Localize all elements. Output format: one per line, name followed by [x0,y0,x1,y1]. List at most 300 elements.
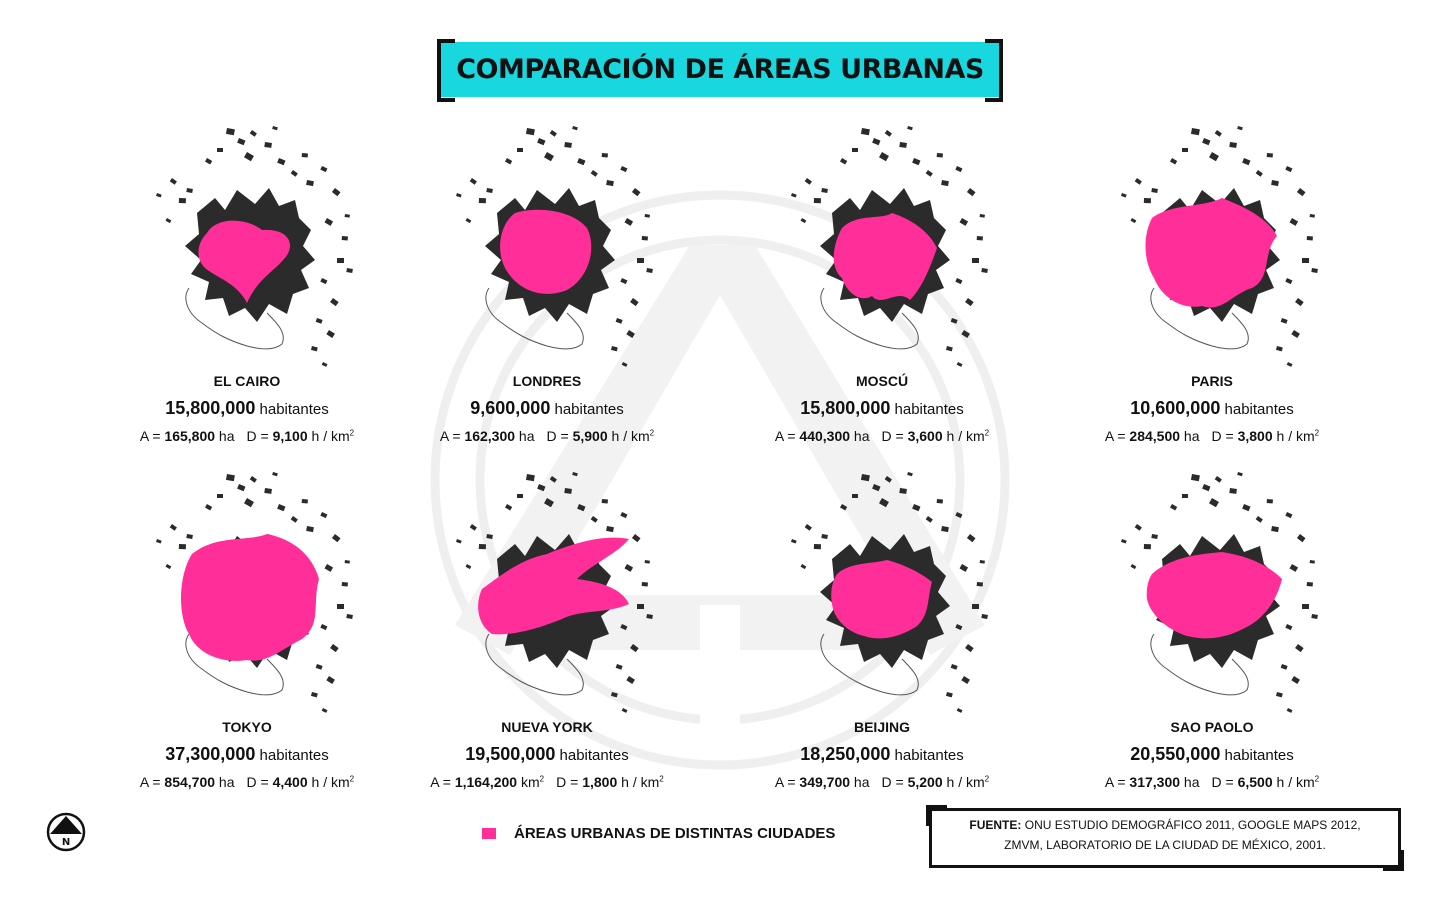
city-name: MOSCÚ [855,373,909,389]
mexico-speck [946,346,953,351]
city-map [387,464,707,724]
mexico-speck [316,318,323,324]
mexico-speck [1297,188,1306,196]
mexico-speck [1297,534,1306,542]
mexico-speck [899,488,907,494]
mexico-speck [646,614,653,619]
mexico-speck [1256,516,1263,523]
mexico-speck [564,142,572,148]
mexico-speck [620,166,627,172]
city-stats: A = 284,500 ha D = 3,800 h / $km^2$ [1104,428,1320,444]
mexico-speck [1242,158,1250,165]
mexico-speck [517,494,523,498]
city-population [387,398,707,419]
mexico-speck [326,330,335,338]
title-bracket-left [437,39,455,102]
mexico-speck [1131,564,1137,569]
mexico-speck [1170,504,1177,510]
mexico-speck [316,664,323,670]
mexico-speck [550,476,557,483]
mexico-speck [814,198,821,203]
mexico-speck [821,188,828,193]
mexico-speck [872,138,880,145]
mexico-speck [244,498,254,507]
mexico-speck [577,504,585,511]
mexico-speck [912,158,920,165]
mexico-speck [852,148,858,152]
mexico-speck [264,142,272,148]
title-banner [440,42,1000,97]
mexico-speck [961,676,970,684]
mexico-speck [1135,178,1142,185]
area-prefix: A = [774,428,796,444]
mexico-speck [637,258,644,263]
mexico-speck [346,268,353,273]
legend-label: ÁREAS URBANAS DE DISTINTAS CIUDADES [514,825,836,842]
mexico-speck [186,534,193,539]
mexico-speck [272,472,278,476]
city-stats: A = 440,300 ha D = 3,600 h / $km^2$ [774,428,990,444]
mexico-speck [791,539,797,544]
mexico-speck [526,128,535,135]
mexico-speck [330,298,339,306]
mexico-speck [1311,614,1318,619]
mexico-speck [907,472,913,476]
mexico-speck [1209,152,1219,161]
mexico-speck [1209,498,1219,507]
mexico-speck [1256,170,1263,177]
area-value: 284,500 [1129,428,1181,444]
mexico-speck [320,512,327,518]
city-population [1052,398,1372,419]
mexico-speck [1285,512,1292,518]
mexico-speck [626,330,635,338]
mexico-speck [337,258,344,263]
population-unit: habitantes [894,747,964,764]
mexico-speck [955,512,962,518]
mexico-speck [1215,476,1222,483]
mexico-speck [320,624,327,630]
mexico-speck [250,130,257,137]
mexico-speck [1182,148,1188,152]
mexico-speck [291,170,298,177]
mexico-speck [611,346,618,351]
mexico-speck [170,524,177,531]
mexico-speck [170,178,177,185]
mexico-speck [505,158,512,164]
mexico-speck [342,236,348,241]
mexico-speck [1121,539,1127,544]
mexico-speck [320,166,327,172]
area-unit: ha [218,428,235,444]
mexico-speck [179,544,186,549]
mexico-speck [306,526,314,532]
mexico-speck [821,534,828,539]
density-unit: h / km [611,428,650,444]
area-unit: ha [853,774,870,790]
city-name: TOKYO [222,719,272,735]
mexico-speck [960,218,969,226]
mexico-speck [1202,484,1210,491]
mexico-speck [1267,153,1273,158]
mexico-speck [1170,158,1177,164]
density-unit: h / km [1276,428,1315,444]
area-prefix: A = [1104,774,1126,790]
mexico-speck [972,258,979,263]
mexico-speck [805,178,812,185]
mexico-speck [801,218,807,223]
mexico-speck [264,488,272,494]
mexico-speck [967,534,976,542]
mexico-speck [937,153,943,158]
mexico-speck [1295,298,1304,306]
mexico-speck [479,544,486,549]
mexico-speck [591,516,598,523]
city-name: BEIJING [853,719,910,735]
mexico-speck [486,534,493,539]
north-compass-icon [46,812,86,852]
area-value: 440,300 [799,428,851,444]
mexico-speck [1191,474,1200,481]
mexico-speck [1135,524,1142,531]
mexico-speck [1202,138,1210,145]
mexico-speck [620,512,627,518]
mexico-speck [630,298,639,306]
mexico-speck [1151,188,1158,193]
mexico-speck [1287,362,1293,367]
area-unit: ha [1183,428,1200,444]
mexico-speck [957,362,963,367]
city-map [87,464,407,724]
mexico-speck [899,142,907,148]
area-prefix: A = [439,428,461,444]
source-text [932,815,1398,855]
mexico-speck [1276,346,1283,351]
legend-swatch [482,828,496,839]
mexico-speck [456,193,462,198]
mexico-speck [466,218,472,223]
density-value: 4,400 [272,774,308,790]
mexico-speck [1291,330,1300,338]
area-value: 162,300 [464,428,516,444]
mexico-speck [320,278,327,284]
mexico-speck [632,188,641,196]
density-value: 3,800 [1237,428,1273,444]
population-value: 10,600,000 [1130,398,1221,418]
mexico-speck [951,664,958,670]
title-bracket-right [985,39,1003,102]
source-line-2: ZMVM, LABORATORIO DE LA CIUDAD DE MÉXICO, 2001. [1004,838,1326,852]
mexico-speck [505,504,512,510]
area-prefix: A = [1104,428,1126,444]
mexico-speck [626,676,635,684]
area-unit: ha [1183,774,1200,790]
mexico-speck [951,318,958,324]
mexico-speck [1144,544,1151,549]
mexico-speck [620,624,627,630]
mexico-speck [302,153,308,158]
mexico-speck [486,188,493,193]
mexico-speck [632,534,641,542]
mexico-speck [1310,214,1315,218]
city-population [722,398,1042,419]
city-map [387,118,707,378]
mexico-speck [277,504,285,511]
city-urban-area [478,538,629,635]
population-value: 20,550,000 [1130,744,1221,764]
mexico-speck [840,504,847,510]
density-prefix: D = [246,774,269,790]
mexico-speck [1290,218,1299,226]
mexico-speck [1287,708,1293,713]
mexico-speck [1215,130,1222,137]
mexico-speck [620,278,627,284]
density-value: 5,900 [572,428,608,444]
mexico-speck [166,564,172,569]
mexico-speck [606,526,614,532]
density-unit: h / km [621,774,660,790]
mexico-speck [526,474,535,481]
mexico-speck [1302,604,1309,609]
mexico-speck [302,499,308,504]
population-unit: habitantes [554,401,624,418]
mexico-speck [980,560,985,564]
density-unit: h / km [946,774,985,790]
source-box [929,808,1401,868]
mexico-speck [941,526,949,532]
area-unit: ha [518,428,535,444]
mexico-speck [955,166,962,172]
city-map [722,464,1042,724]
mexico-speck [912,504,920,511]
mexico-speck [479,198,486,203]
mexico-speck [237,484,245,491]
city-map [1052,118,1372,378]
mexico-speck [1229,488,1237,494]
area-unit: ha [218,774,235,790]
mexico-speck [625,564,634,572]
mexico-speck [330,644,339,652]
mexico-speck [322,362,328,367]
mexico-speck [272,126,278,130]
density-prefix: D = [546,428,569,444]
density-value: 5,200 [907,774,943,790]
mexico-speck [622,708,628,713]
mexico-speck [550,130,557,137]
mexico-speck [291,516,298,523]
mexico-speck [602,499,608,504]
mexico-speck [1310,560,1315,564]
source-line-1: ONU ESTUDIO DEMOGRÁFICO 2011, GOOGLE MAPS 2012, [1024,818,1361,832]
density-value: 9,100 [272,428,308,444]
mexico-speck [466,564,472,569]
mexico-speck [642,236,648,241]
mexico-speck [1121,193,1127,198]
city-population [87,398,407,419]
mexico-speck [602,153,608,158]
mexico-speck [645,214,650,218]
city-population [387,744,707,765]
mexico-speck [965,298,974,306]
mexico-speck [156,193,162,198]
mexico-speck [244,152,254,161]
mexico-speck [332,188,341,196]
mexico-speck [337,604,344,609]
mexico-speck [346,614,353,619]
mexico-speck [965,644,974,652]
city-urban-area [181,534,319,661]
area-prefix: A = [774,774,796,790]
density-prefix: D = [1211,428,1234,444]
city-stats: A = 165,800 ha D = 9,100 h / $km^2$ [139,428,355,444]
mexico-speck [179,198,186,203]
mexico-speck [961,330,970,338]
mexico-speck [470,524,477,531]
city-name: EL CAIRO [213,373,281,389]
mexico-speck [1295,644,1304,652]
mexico-speck [941,180,949,186]
city-name: SAO PAOLO [1170,719,1254,735]
mexico-speck [972,604,979,609]
mexico-speck [1290,564,1299,572]
mexico-speck [217,494,223,498]
population-unit: habitantes [259,401,329,418]
area-value: 854,700 [164,774,216,790]
mexico-speck [885,130,892,137]
mexico-speck [957,708,963,713]
mexico-speck [645,560,650,564]
mexico-speck [345,214,350,218]
mexico-speck [1191,128,1200,135]
mexico-speck [217,148,223,152]
mexico-speck [1285,166,1292,172]
density-unit: h / km [311,428,350,444]
mexico-speck [1237,126,1243,130]
mexico-speck [1229,142,1237,148]
mexico-speck [980,214,985,218]
mexico-speck [885,476,892,483]
city-map [722,118,1042,378]
city-name: NUEVA YORK [501,719,593,735]
density-unit: h / km [946,428,985,444]
mexico-speck [611,692,618,697]
mexico-speck [955,624,962,630]
legend [482,825,835,842]
mexico-speck [791,193,797,198]
mexico-speck [646,268,653,273]
city-stats: A = 854,700 ha D = 4,400 h / $km^2$ [139,774,355,790]
mexico-speck [1271,180,1279,186]
mexico-speck [861,128,870,135]
mexico-speck [156,539,162,544]
mexico-speck [642,582,648,587]
mexico-speck [926,516,933,523]
mexico-speck [205,504,212,510]
mexico-speck [537,484,545,491]
mexico-speck [937,499,943,504]
mexico-speck [801,564,807,569]
mexico-speck [456,539,462,544]
mexico-speck [1291,676,1300,684]
mexico-speck [325,218,334,226]
mexico-speck [322,708,328,713]
population-unit: habitantes [259,747,329,764]
population-value: 37,300,000 [165,744,256,764]
mexico-speck [967,188,976,196]
mexico-speck [1271,526,1279,532]
mexico-speck [1307,236,1313,241]
mexico-speck [186,188,193,193]
mexico-speck [470,178,477,185]
mexico-speck [572,472,578,476]
mexico-speck [572,126,578,130]
mexico-speck [1281,664,1288,670]
area-value: 1,164,200 [454,774,518,790]
mexico-speck [616,664,623,670]
mexico-speck [226,474,235,481]
mexico-speck [1267,499,1273,504]
mexico-speck [1302,258,1309,263]
mexico-speck [311,346,318,351]
mexico-speck [1285,278,1292,284]
mexico-speck [907,126,913,130]
area-prefix: A = [139,428,161,444]
population-value: 15,800,000 [800,398,891,418]
population-value: 19,500,000 [465,744,556,764]
mexico-speck [277,158,285,165]
city-stats: A = 317,300 ha D = 6,500 h / $km^2$ [1104,774,1320,790]
city-stats: A = 1,164,200 $km^2$ D = 1,800 h / $km^2$ [430,774,664,790]
mexico-speck [630,644,639,652]
mexico-speck [345,560,350,564]
mexico-speck [977,236,983,241]
mexico-speck [1281,318,1288,324]
compass-letter: N [61,837,71,848]
mexico-speck [326,676,335,684]
mexico-speck [166,218,172,223]
mexico-speck [1242,504,1250,511]
page-title: COMPARACIÓN DE ÁREAS URBANAS [456,54,984,85]
population-value: 15,800,000 [165,398,256,418]
population-value: 9,600,000 [470,398,551,418]
mexico-speck [879,152,889,161]
mexico-speck [311,692,318,697]
mexico-speck [1276,692,1283,697]
mexico-speck [879,498,889,507]
mexico-speck [926,170,933,177]
density-unit: h / km [311,774,350,790]
mexico-speck [517,148,523,152]
density-value: 6,500 [1237,774,1273,790]
mexico-speck [1237,472,1243,476]
mexico-speck [306,180,314,186]
mexico-speck [960,564,969,572]
mexico-speck [544,498,554,507]
mexico-speck [977,582,983,587]
mexico-speck [1144,198,1151,203]
area-unit: ha [853,428,870,444]
city-map [87,118,407,378]
mexico-speck [1131,218,1137,223]
mexico-speck [872,484,880,491]
area-value: 165,800 [164,428,216,444]
mexico-speck [805,524,812,531]
mexico-speck [981,268,988,273]
mexico-speck [1285,624,1292,630]
area-value: 349,700 [799,774,851,790]
density-prefix: D = [881,774,904,790]
mexico-speck [325,564,334,572]
